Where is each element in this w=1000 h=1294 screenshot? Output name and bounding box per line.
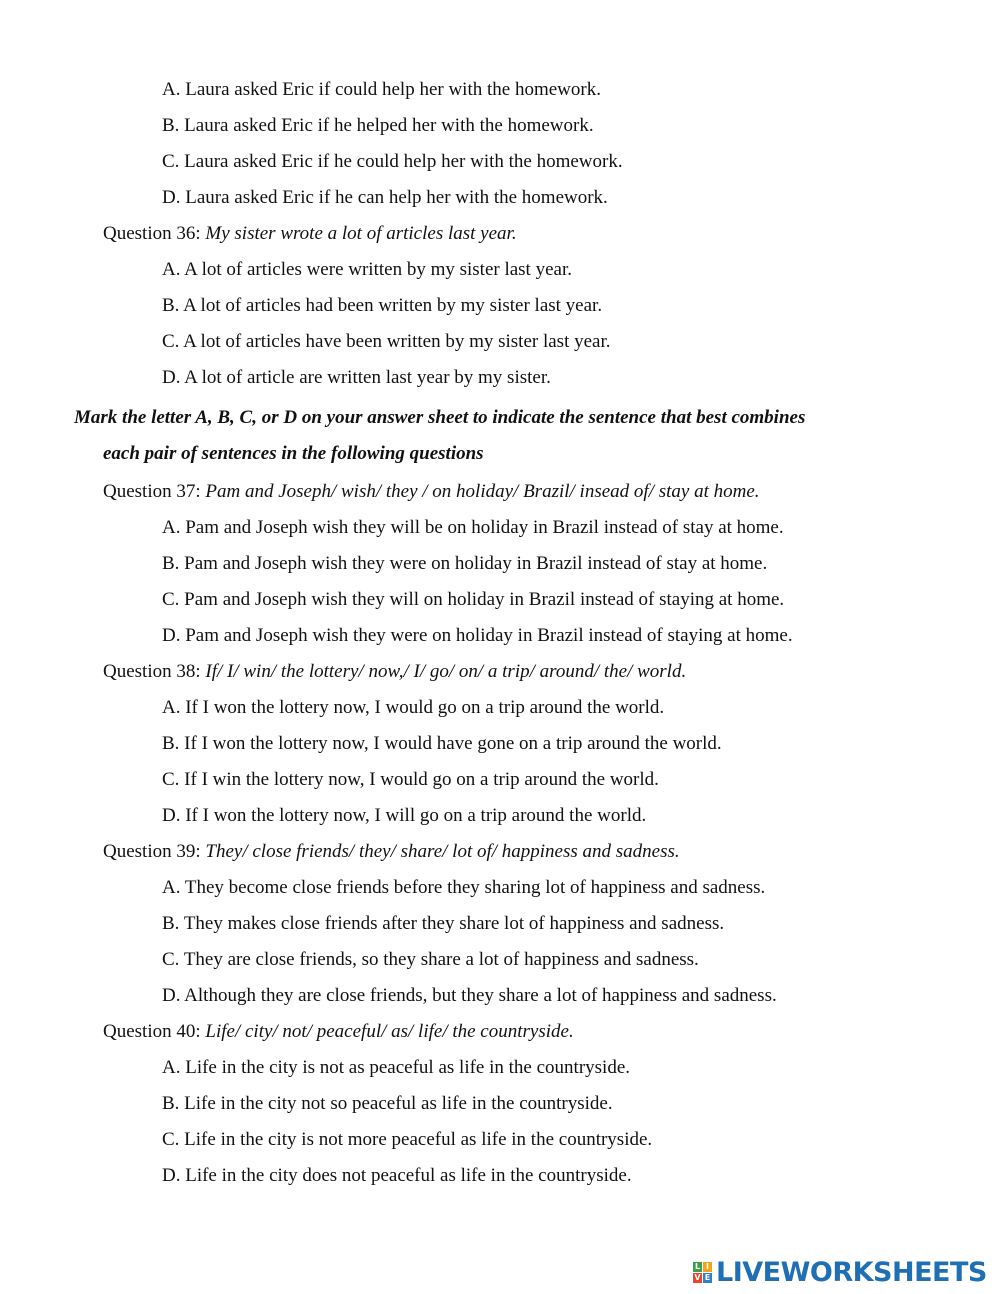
- question-36-label: Question 36:: [103, 223, 206, 244]
- q35-option-d[interactable]: D. Laura asked Eric if he can help her with the homework.: [162, 187, 608, 208]
- q40-option-a[interactable]: A. Life in the city is not as peaceful as life in the countryside.: [162, 1057, 630, 1078]
- q36-option-d[interactable]: D. A lot of article are written last year by my sister.: [162, 367, 551, 388]
- question-38-prompt: If/ I/ win/ the lottery/ now,/ I/ go/ on/ a trip/ around/ the/ world.: [205, 661, 687, 682]
- liveworksheets-logo: [693, 1254, 993, 1290]
- question-38-label: Question 38:: [103, 661, 206, 682]
- logo-mark-l: L: [694, 1261, 701, 1271]
- question-40: [103, 1020, 574, 1044]
- q39-option-c[interactable]: C. They are close friends, so they share a lot of happiness and sadness.: [162, 949, 699, 970]
- q35-option-a[interactable]: A. Laura asked Eric if could help her with the homework.: [162, 79, 601, 100]
- q40-option-c[interactable]: C. Life in the city is not more peaceful as life in the countryside.: [162, 1129, 653, 1150]
- q36-option-b[interactable]: B. A lot of articles had been written by my sister last year.: [162, 295, 603, 316]
- q37-option-d[interactable]: D. Pam and Joseph wish they were on holiday in Brazil instead of staying at home.: [162, 625, 793, 646]
- q36-option-a[interactable]: A. A lot of articles were written by my sister last year.: [162, 259, 572, 280]
- instruction-line-2: each pair of sentences in the following questions: [103, 443, 484, 464]
- q40-option-b[interactable]: B. Life in the city not so peaceful as life in the countryside.: [162, 1093, 613, 1114]
- logo-mark-v: V: [694, 1272, 701, 1282]
- question-38: [103, 660, 686, 684]
- q35-option-b[interactable]: B. Laura asked Eric if he helped her with the homework.: [162, 115, 594, 136]
- q35-option-c[interactable]: C. Laura asked Eric if he could help her with the homework.: [162, 151, 623, 172]
- question-39-prompt: They/ close friends/ they/ share/ lot of/ happiness and sadness.: [205, 841, 680, 862]
- logo-mark-i: I: [703, 1262, 712, 1272]
- q38-option-d[interactable]: D. If I won the lottery now, I will go on a trip around the world.: [162, 805, 647, 826]
- q39-option-a[interactable]: A. They become close friends before they sharing lot of happiness and sadness.: [162, 877, 766, 898]
- question-40-prompt: Life/ city/ not/ peaceful/ as/ life/ the countryside.: [205, 1021, 574, 1042]
- q37-option-c[interactable]: C. Pam and Joseph wish they will on holiday in Brazil instead of staying at home.: [162, 589, 785, 610]
- q39-option-d[interactable]: D. Although they are close friends, but they share a lot of happiness and sadness.: [162, 985, 777, 1006]
- q38-option-b[interactable]: B. If I won the lottery now, I would have gone on a trip around the world.: [162, 733, 722, 754]
- q39-option-b[interactable]: B. They makes close friends after they share lot of happiness and sadness.: [162, 913, 725, 934]
- question-37: [103, 480, 760, 504]
- question-36: [103, 222, 517, 246]
- q38-option-a[interactable]: A. If I won the lottery now, I would go on a trip around the world.: [162, 697, 665, 718]
- liveworksheets-mark-icon: [693, 1262, 712, 1283]
- q37-option-a[interactable]: A. Pam and Joseph wish they will be on holiday in Brazil instead of stay at home.: [162, 517, 784, 538]
- question-36-prompt: My sister wrote a lot of articles last year.: [205, 223, 517, 244]
- q36-option-c[interactable]: C. A lot of articles have been written by my sister last year.: [162, 331, 611, 352]
- q40-option-d[interactable]: D. Life in the city does not peaceful as life in the countryside.: [162, 1165, 632, 1186]
- instruction-line-1: Mark the letter A, B, C, or D on your answer sheet to indicate the sentence that best combines: [74, 407, 806, 428]
- logo-mark-e: E: [704, 1272, 711, 1282]
- question-37-prompt: Pam and Joseph/ wish/ they / on holiday/ Brazil/ insead of/ stay at home.: [205, 481, 760, 502]
- q37-option-b[interactable]: B. Pam and Joseph wish they were on holiday in Brazil instead of stay at home.: [162, 553, 768, 574]
- question-39: [103, 840, 680, 864]
- question-40-label: Question 40:: [103, 1021, 206, 1042]
- question-39-label: Question 39:: [103, 841, 206, 862]
- logo-text: LIVEWORKSHEETS: [716, 1256, 987, 1288]
- q38-option-c[interactable]: C. If I win the lottery now, I would go on a trip around the world.: [162, 769, 659, 790]
- question-37-label: Question 37:: [103, 481, 206, 502]
